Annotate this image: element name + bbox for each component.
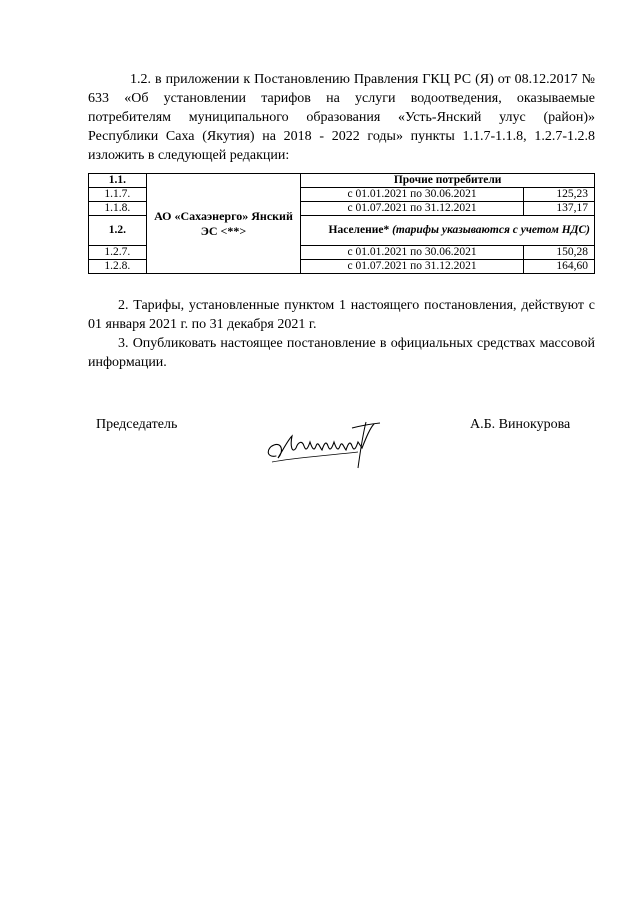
handwritten-signature <box>262 418 390 470</box>
group-label-italic: (тарифы указываются с учетом НДС) <box>392 224 590 236</box>
row-period: с 01.07.2021 по 31.12.2021 <box>301 202 524 216</box>
row-period: с 01.07.2021 по 31.12.2021 <box>301 260 524 274</box>
organization-cell: АО «Сахаэнерго» Янский ЭС <**> <box>146 174 301 274</box>
paragraph-2: 2. Тарифы, установленные пунктом 1 настоящего постановления, действуют с 01 января 2021 г. по 31 декабря 2021 г. <box>88 298 595 332</box>
row-number: 1.2.7. <box>89 246 147 260</box>
row-value: 164,60 <box>523 260 594 274</box>
row-period: с 01.01.2021 по 30.06.2021 <box>301 188 524 202</box>
paragraph-3: 3. Опубликовать настоящее постановление в официальных средствах массовой информации. <box>88 336 595 370</box>
row-number: 1.2.8. <box>89 260 147 274</box>
group-number: 1.1. <box>89 174 147 188</box>
group-label: Прочие потребители <box>301 174 595 188</box>
signer-title: Председатель <box>96 417 178 432</box>
row-value: 125,23 <box>523 188 594 202</box>
paragraph-1-2: 1.2. в приложении к Постановлению Правления ГКЦ РС (Я) от 08.12.2017 № 633 «Об установлении тарифов на услуги водоотведения, оказываемые потребителям муниципального образования «Усть-Янский улус (район)» Республики Саха (Якутия) на 2018 - 2022 годы» пункты 1.1.7-1.1.8, 1.2.7-1.2.8 изложить в следующей редакции: <box>88 72 595 163</box>
signer-name: А.Б. Винокурова <box>470 417 571 432</box>
tariff-table <box>88 173 595 274</box>
group-label-bold: Население* <box>328 224 390 236</box>
row-number: 1.1.7. <box>89 188 147 202</box>
row-number: 1.1.8. <box>89 202 147 216</box>
group-number: 1.2. <box>89 216 147 246</box>
row-value: 137,17 <box>523 202 594 216</box>
row-period: с 01.01.2021 по 30.06.2021 <box>301 246 524 260</box>
row-value: 150,28 <box>523 246 594 260</box>
table-row <box>89 174 595 188</box>
group-label <box>301 216 595 246</box>
